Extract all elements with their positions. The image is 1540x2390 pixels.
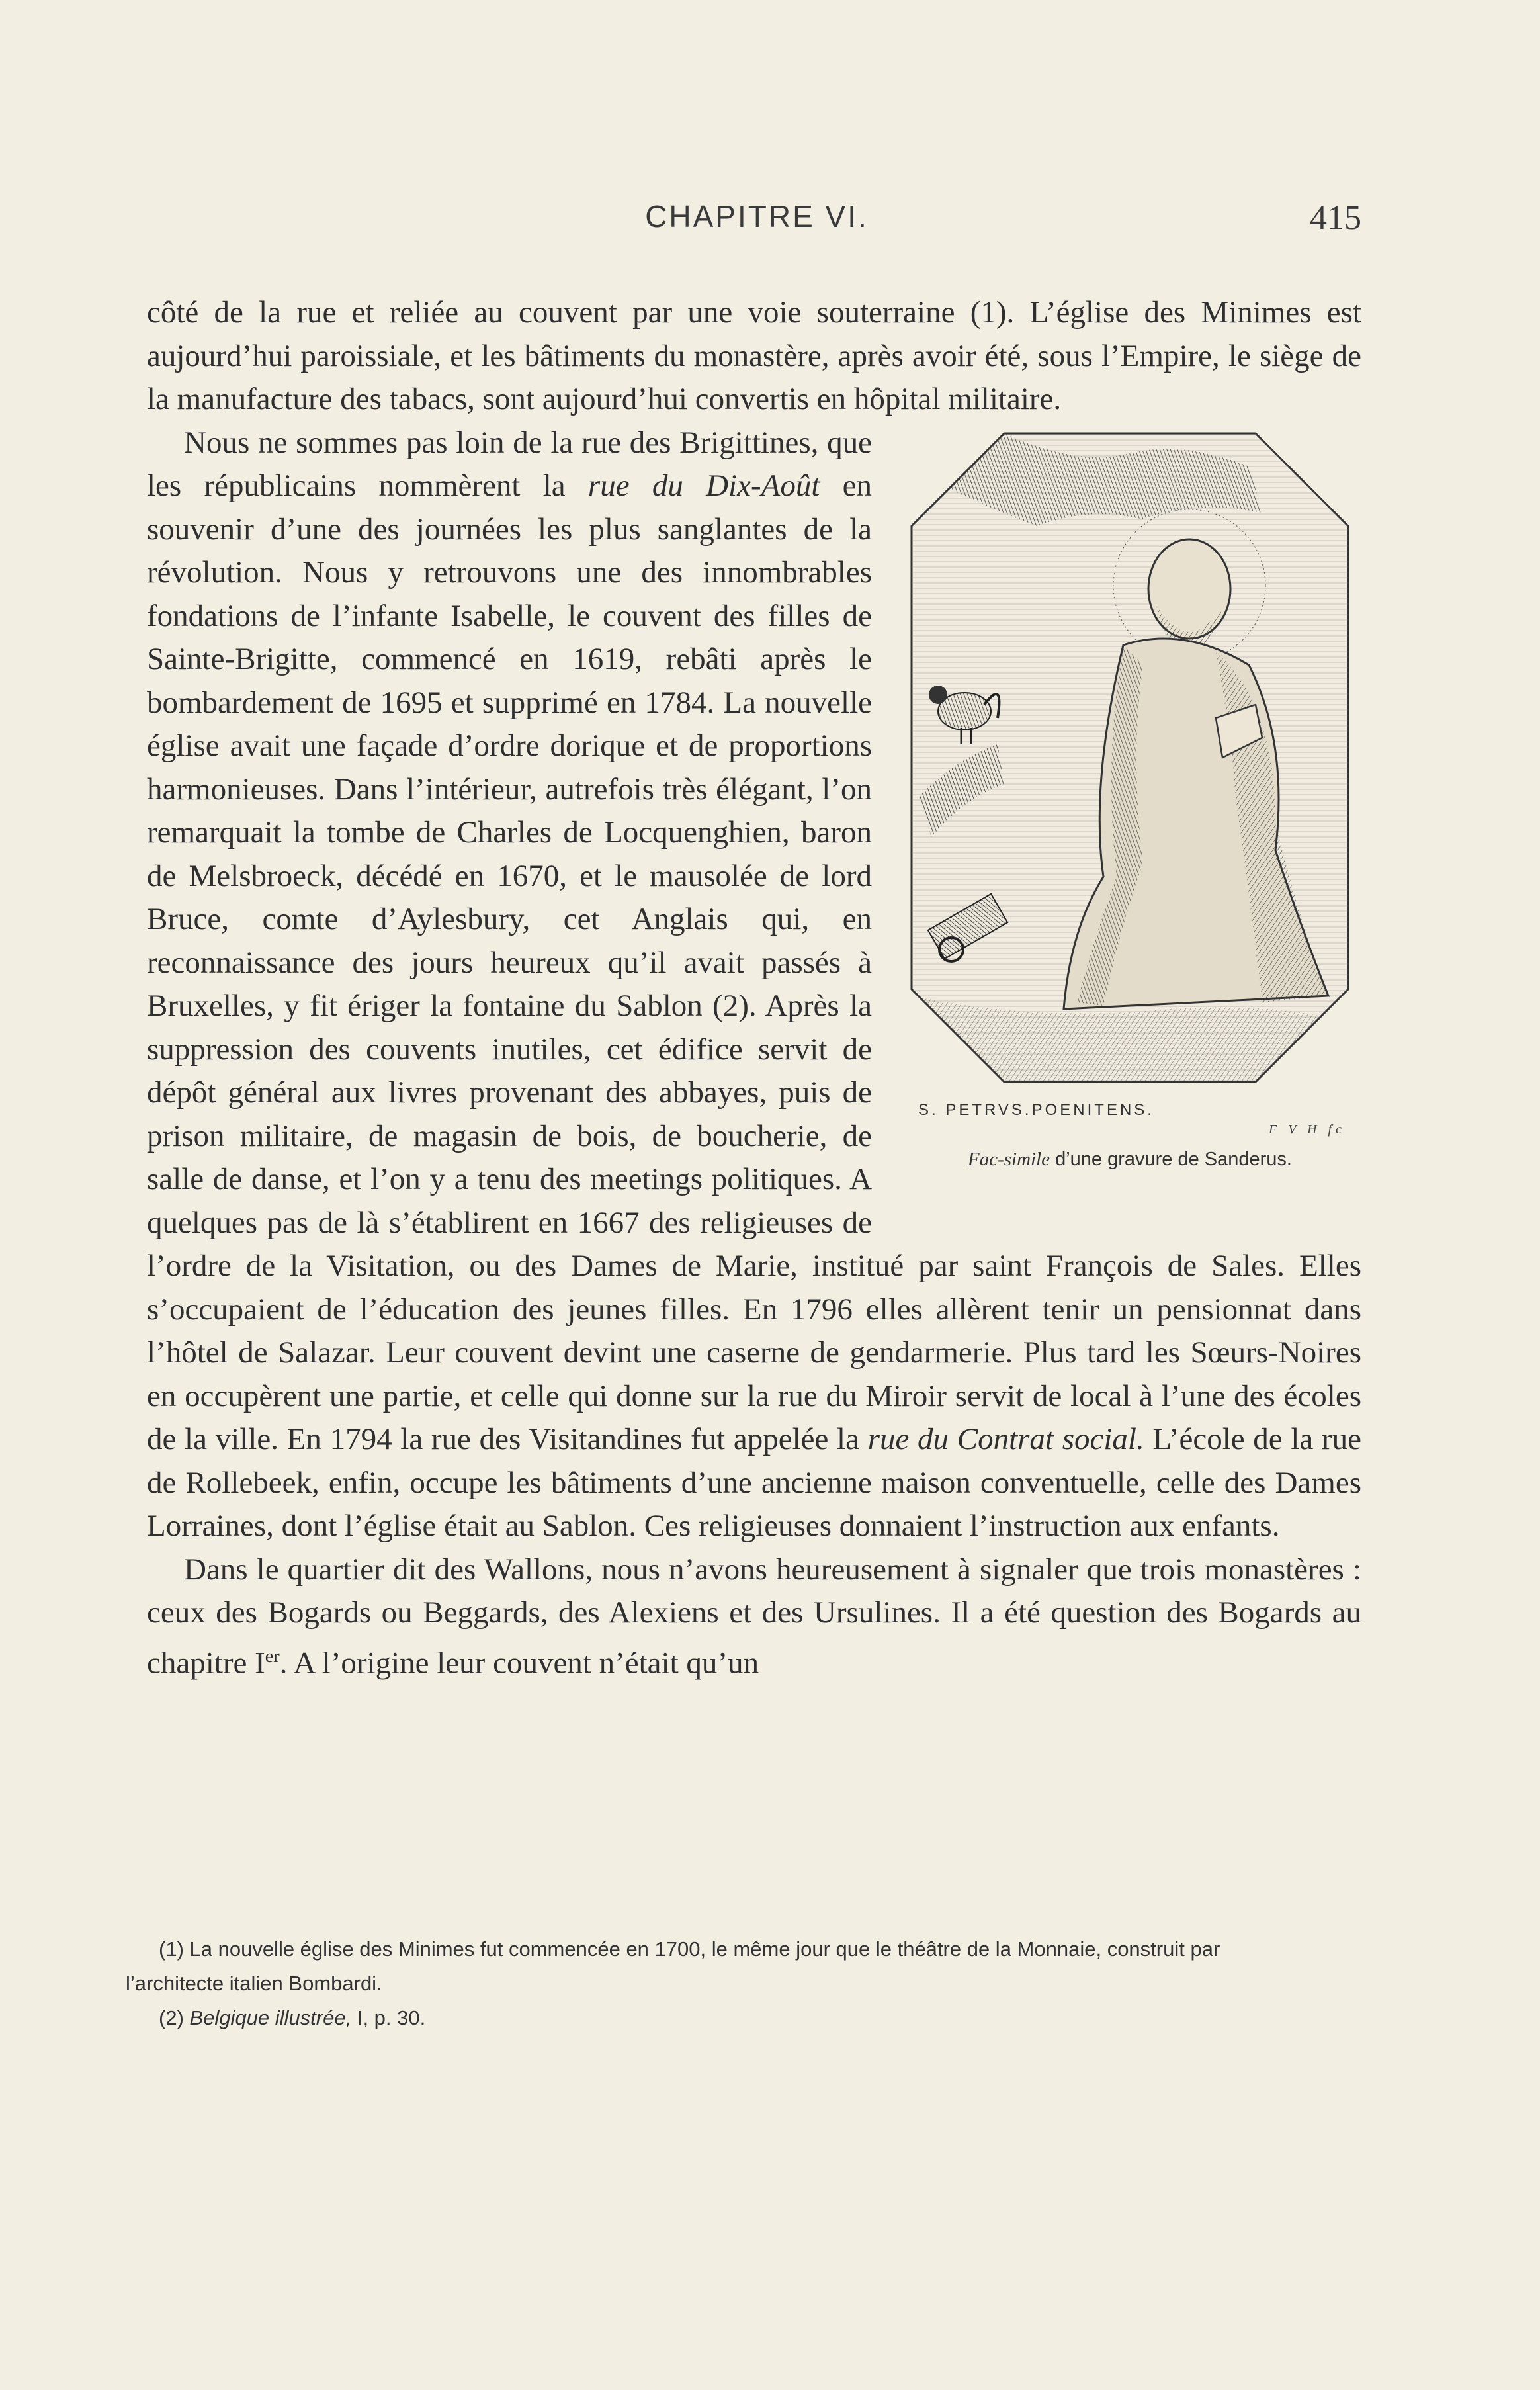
caption-italic: Fac-simile bbox=[968, 1148, 1050, 1170]
paragraph-2-italic-2: rue du Contrat social. bbox=[867, 1422, 1144, 1456]
paragraph-3 bbox=[147, 1548, 1361, 1685]
chapter-title: CHAPITRE VI. bbox=[645, 199, 869, 234]
footnote-2 bbox=[126, 2001, 1363, 2035]
footnote-1-text-b: l’architecte italien Bombardi. bbox=[126, 1972, 382, 1995]
paragraph-2-italic: rue du Dix-Août bbox=[587, 468, 820, 503]
footnote-1-text: (1) La nouvelle église des Minimes fut commencée en 1700, le même jour que le théâtre de la Monnaie, construit par bbox=[159, 1937, 1220, 1961]
footnote-1-continued bbox=[126, 1967, 1363, 2001]
engraving-figure bbox=[898, 427, 1361, 1208]
paragraph-2-text-b: en souvenir d’une des journées les plus sanglantes de la révolution. Nous y retrouvons une des innombrables fondations de l’infante Isabelle, le couvent des filles de Sainte-Brigitte, commencé en 1619, rebâti après le bombardement de 1695 et supprimé en 1784. La nouvelle église avait une façade d’ordre dorique et de proportions harmonieuses. Dans l’intérieur, autrefois très élégant, l’on remarquait la tombe de Charles de Locquenghien, baron de Melsbroeck, décédé en 1670, et le mausolée de lord Bruce, comte d’Aylesbury, cet Anglais qui, en reconnaissance des jours heureux qu’il avait passés à Bruxelles, y fit ériger la fontaine du Sablon (2). Après la suppression des couvents inutiles, cet édifice servit de dépôt général aux livres provenant des abbayes, puis de prison militaire, de magasin de bois, de boucherie, de salle de danse, et l’on y a tenu des meetings politiques. A quelques pas de là s’établirent en 1667 des religieuses de l’ordre de la Visitation, ou des Dames de Marie, institué par saint François de Sales. Elles s’occupaient de l’éducation des jeunes filles. En 1796 elles allèrent tenir un pensionnat dans l’hôtel de Salazar. Leur couvent devint une caserne de gendarmerie. Plus tard les Sœurs-Noires en occupèrent une partie, et celle qui donne sur la rue du Miroir servit de local à l’une des écoles de la ville. En 1794 la rue des Visitandines fut appelée la bbox=[147, 468, 1361, 1456]
engraving-saint-peter-penitent bbox=[905, 427, 1355, 1088]
body-text bbox=[147, 291, 1361, 1685]
paragraph-1-text: côté de la rue et reliée au couvent par une voie souterraine (1). L’église des Minimes est aujourd’hui paroissiale, et les bâtiments du monastère, après avoir été, sous l’Empire, le siège de la manufacture des tabacs, sont aujourd’hui convertis en hôpital militaire. bbox=[147, 295, 1361, 416]
engraving-inscription: S. PETRVS.POENITENS. bbox=[918, 1100, 1154, 1119]
figure-caption bbox=[898, 1138, 1361, 1182]
engraver-mark: F V H fc bbox=[1269, 1122, 1346, 1137]
page-number: 415 bbox=[1310, 199, 1361, 237]
paragraph-3-sup: er bbox=[265, 1646, 280, 1667]
footnote-2-number: (2) bbox=[159, 2006, 184, 2029]
footnotes bbox=[126, 1932, 1363, 2035]
footnote-1 bbox=[126, 1932, 1363, 1967]
paragraph-3-text-b: . A l’origine leur couvent n’était qu’un bbox=[279, 1646, 759, 1681]
paragraph-3-text-a: Dans le quartier dit des Wallons, nous n’avons heureusement à signaler que trois monastères : ceux des Bogards ou Beggards, des Alexiens et des Ursulines. Il a été question des Bogards au chapitre I bbox=[147, 1552, 1361, 1681]
paragraph-2-text-c: L’école de la rue de Rollebeek, enfin, occupe les bâtiments d’une ancienne maison conventuelle, celle des Dames Lorraines, dont l’église était au Sablon. Ces religieuses donnaient l’instruction aux enfants. bbox=[147, 1422, 1361, 1543]
footnote-2-rest: I, p. 30. bbox=[357, 2006, 426, 2029]
caption-rest: d’une gravure de Sanderus. bbox=[1055, 1148, 1292, 1170]
footnote-2-italic: Belgique illustrée, bbox=[189, 2006, 352, 2029]
page-header bbox=[152, 199, 1361, 251]
paragraph-2-text-a: Nous ne sommes pas loin de la rue des Brigittines, que les républicains nommèrent la bbox=[147, 425, 872, 503]
paragraph-1 bbox=[147, 291, 1361, 421]
